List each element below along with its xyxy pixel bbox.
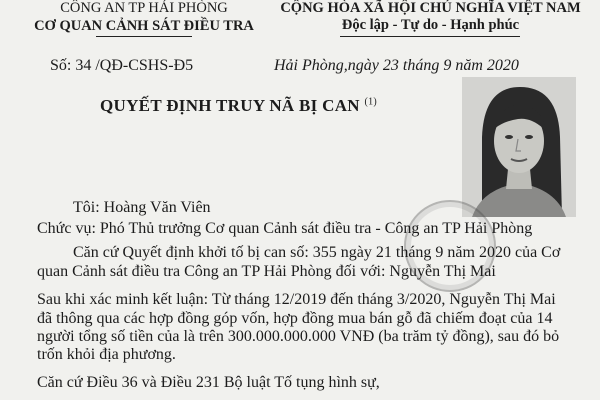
org-name	[14, 18, 274, 35]
position-line: Chức vụ: Phó Thủ trưởng Cơ quan Cảnh sát điều tra - Công an TP Hải Phòng	[37, 220, 533, 237]
document-title	[100, 96, 377, 116]
suspect-photo	[462, 77, 576, 217]
org-parent-name: CÔNG AN TP HẢI PHÒNG	[60, 0, 228, 16]
verify-line-2: đã thông qua các hợp đồng góp vốn, hợp đồng mua bán gỗ đã chiếm đoạt của 14	[37, 310, 553, 327]
verify-line-1: Sau khi xác minh kết luận: Từ tháng 12/2019 đến tháng 3/2020, Nguyễn Thị Mai	[37, 291, 556, 308]
org-underline	[96, 36, 192, 37]
place-date: Hải Phòng,ngày 23 tháng 9 năm 2020	[274, 57, 519, 74]
org-name-text: CƠ QUAN CẢNH SÁT ĐIỀU TRA	[34, 18, 254, 34]
basis-line-1: Căn cứ Quyết định khởi tố bị can số: 355 ngày 21 tháng 9 năm 2020 của Cơ	[73, 244, 561, 261]
title-footnote: (1)	[364, 96, 377, 108]
national-motto: Độc lập - Tự do - Hạnh phúc	[341, 17, 520, 33]
signer-line: Tôi: Hoàng Văn Viên	[73, 199, 211, 216]
verify-line-4: trốn khỏi địa phương.	[37, 346, 176, 363]
document-number: Số: 34 /QĐ-CSHS-Đ5	[50, 57, 194, 74]
document-title-text: QUYẾT ĐỊNH TRUY NÃ BỊ CAN	[100, 96, 360, 115]
basis-line-2: quan Cảnh sát điều tra Công an TP Hải Phòng đối với: Nguyễn Thị Mai	[37, 263, 496, 280]
basis-line-3: Căn cứ Điều 36 và Điều 231 Bộ luật Tố tụng hình sự,	[37, 374, 380, 391]
motto-underline	[340, 36, 520, 37]
verify-line-3: người tổng số tiền của là trên 300.000.000.000 VNĐ (ba trăm tỷ đồng), sau đó bỏ	[37, 328, 560, 345]
country-name: CỘNG HÒA XÃ HỘI CHỦ NGHĨA VIỆT NAM	[280, 0, 581, 16]
suspect-photo-portrait	[462, 77, 576, 217]
